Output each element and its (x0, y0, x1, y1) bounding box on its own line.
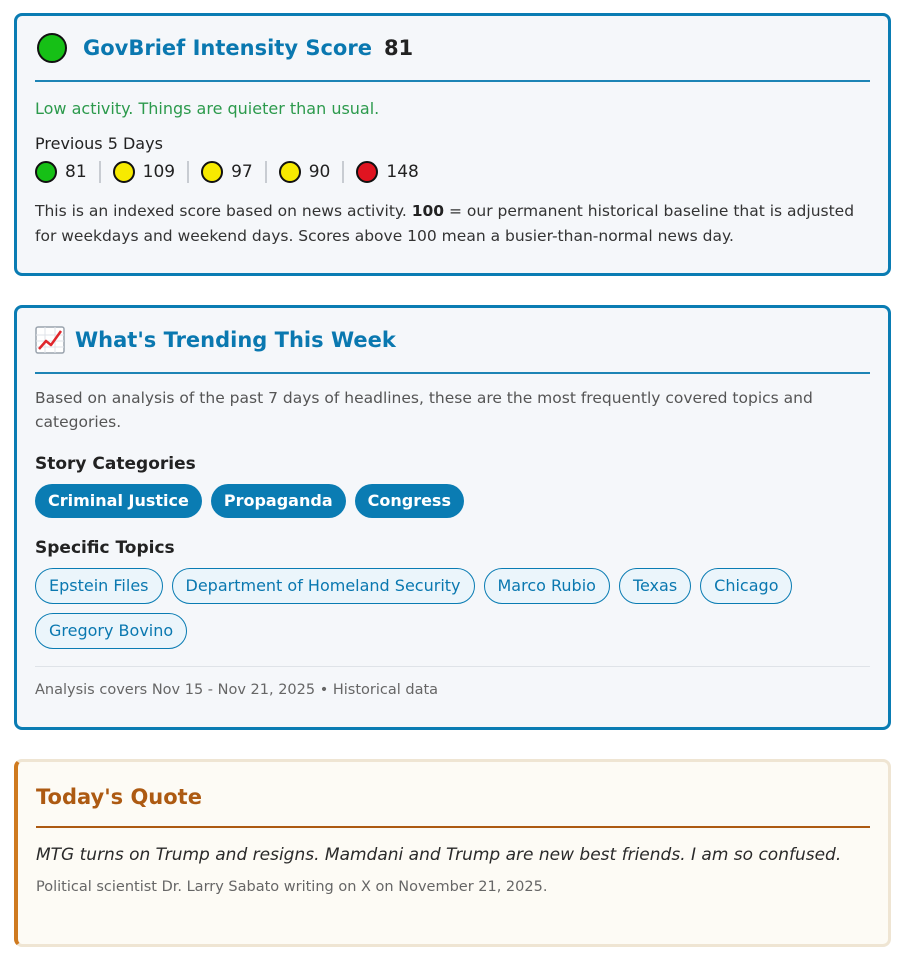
trending-header (35, 308, 870, 374)
score-description: This is an indexed score based on news activity. 100 = our permanent historical baseline that is adjusted for weekdays and weekend days. Scores above 100 mean a busier-than-normal news day. (35, 202, 855, 245)
baseline-value: 100 (411, 202, 445, 220)
activity-status: Low activity. Things are quieter than usual. (35, 99, 380, 118)
topic-chip-epstein-files[interactable]: Epstein Files (35, 568, 163, 604)
green-dot-icon (35, 161, 57, 183)
quote-header (36, 762, 870, 828)
yellow-dot-icon (201, 161, 223, 183)
trending-description: Based on analysis of the past 7 days of headlines, these are the most frequently covered topics and categories. (35, 389, 813, 431)
previous-day-4 (279, 161, 331, 183)
category-chip-criminal-justice[interactable]: Criminal Justice (35, 484, 202, 518)
trending-title: What's Trending This Week (75, 328, 396, 352)
story-categories-list (35, 484, 870, 518)
previous-days-list (35, 159, 870, 185)
category-chip-propaganda[interactable]: Propaganda (211, 484, 346, 518)
topic-chip-texas[interactable]: Texas (619, 568, 691, 604)
story-categories-title: Story Categories (35, 454, 196, 474)
previous-days-title: Previous 5 Days (35, 134, 163, 153)
previous-day-value: 148 (386, 162, 419, 182)
divider (342, 161, 344, 183)
divider (99, 161, 101, 183)
yellow-dot-icon (279, 161, 301, 183)
topic-chip-marco-rubio[interactable]: Marco Rubio (484, 568, 610, 604)
previous-day-2 (113, 161, 175, 183)
quote-card (14, 759, 891, 947)
previous-day-value: 97 (231, 162, 253, 182)
yellow-dot-icon (113, 161, 135, 183)
previous-day-value: 90 (308, 162, 331, 182)
specific-topics-title: Specific Topics (35, 538, 175, 558)
quote-text: MTG turns on Trump and resigns. Mamdani and Trump are new best friends. I am so confused. (36, 845, 842, 865)
divider (265, 161, 267, 183)
intensity-score-value: 81 (383, 36, 414, 60)
trending-card (14, 305, 891, 730)
topic-chip-homeland-security[interactable]: Department of Homeland Security (172, 568, 475, 604)
chart-increasing-icon (35, 326, 65, 354)
analysis-note: Analysis covers Nov 15 - Nov 21, 2025 • Historical data (35, 682, 439, 698)
previous-day-value: 109 (142, 162, 176, 182)
intensity-score-header (35, 16, 870, 82)
category-chip-congress[interactable]: Congress (355, 484, 464, 518)
specific-topics-list (35, 568, 870, 649)
previous-day-5 (356, 161, 418, 183)
green-status-dot-icon (37, 33, 67, 63)
divider (35, 666, 870, 667)
previous-day-1 (35, 161, 87, 183)
red-dot-icon (356, 161, 378, 183)
quote-title: Today's Quote (36, 785, 202, 809)
topic-chip-chicago[interactable]: Chicago (700, 568, 792, 604)
previous-day-3 (201, 161, 253, 183)
intensity-score-title: GovBrief Intensity Score (83, 36, 372, 60)
previous-day-value: 81 (65, 162, 87, 182)
divider (187, 161, 189, 183)
quote-attribution: Political scientist Dr. Larry Sabato writing on X on November 21, 2025. (36, 879, 548, 895)
intensity-score-card (14, 13, 891, 276)
topic-chip-gregory-bovino[interactable]: Gregory Bovino (35, 613, 187, 649)
